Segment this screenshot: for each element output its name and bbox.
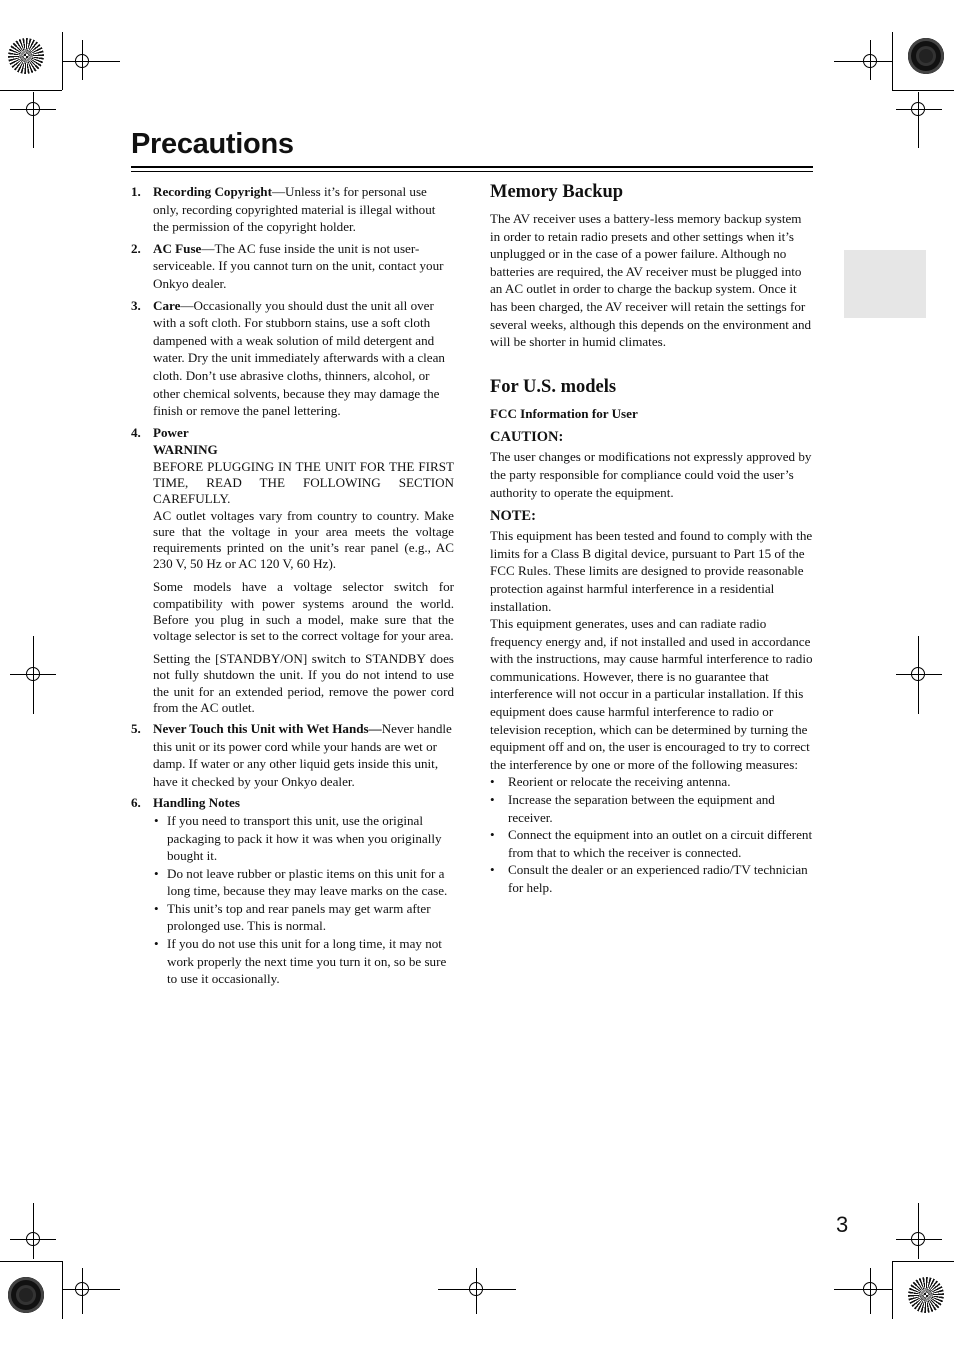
handling-notes-list (153, 812, 454, 988)
right-column (490, 180, 814, 897)
list-item (131, 720, 454, 790)
note-heading: NOTE: (490, 508, 536, 525)
crosshair-line (918, 636, 919, 714)
item-number: 5. (131, 720, 141, 736)
fcc-measures-list (490, 773, 814, 896)
list-item (131, 424, 454, 716)
item-lead: Handling Notes (153, 795, 240, 811)
bullet-item: • Consult the dealer or an experienced radio/TV technician for help. (490, 862, 808, 895)
item-number: 3. (131, 297, 141, 313)
warning-caps: BEFORE PLUGGING IN THE UNIT FOR THE FIRST TIME, READ THE FOLLOWING SECTION CAREFULLY. (153, 458, 454, 507)
crosshair-line (82, 40, 83, 80)
crosshair-line (476, 1268, 477, 1314)
crosshair-line (918, 92, 919, 148)
crop-line (892, 32, 893, 90)
crosshair-line (870, 40, 871, 80)
crosshair-line (62, 1289, 120, 1290)
crosshair-line (896, 1239, 942, 1240)
title-rule (131, 166, 813, 168)
crosshair-line (33, 92, 34, 148)
crosshair-line (896, 109, 942, 110)
power-paragraph: Setting the [STANDBY/ON] switch to STANDBY does not fully shutdown the unit. If you do not intend to use the unit for an extended period, remove the power cord from the AC outlet. (153, 651, 454, 715)
list-item (131, 240, 454, 293)
bullet-item: • Increase the separation between the equipment and receiver. (490, 792, 775, 825)
item-text: —Unless it’s for personal use only, recording copyrighted material is illegal without the permission of the copyright holder. (153, 184, 436, 235)
note-paragraph: This equipment has been tested and found to comply with the limits for a Class B digital device, pursuant to Part 15 of the FCC Rules. These limits are designed to provide reasonable protection against harmful interference in a residential installation. (490, 528, 813, 614)
left-column (131, 183, 454, 992)
note-paragraph: This equipment generates, uses and can radiate radio frequency energy and, if not installed and used in accordance with the instructions, may cause harmful interference to radio communications. However, there is no guarantee that interference will not occur in a particular installation. If this equipment does cause harmful interference to radio or television reception, which can be determined by turning the equipment off and on, the user is encouraged to try to correct the interference by one or more of the following measures: (490, 616, 813, 772)
crosshair-line (870, 1268, 871, 1314)
crop-line (62, 1261, 63, 1319)
registration-wheel-bottom-right (908, 1277, 944, 1313)
page-number: 3 (836, 1212, 849, 1237)
crop-line (892, 1261, 954, 1262)
section-tab (844, 250, 926, 318)
item-number: 2. (131, 240, 141, 256)
crosshair-line (62, 61, 120, 62)
list-item (131, 794, 454, 988)
item-lead: AC Fuse (153, 240, 202, 256)
item-lead: Never Touch this Unit with Wet Hands— (153, 720, 382, 736)
item-text: Never handle this unit or its power cord while your hands are wet or damp. If water or any other liquid gets inside this unit, have it checked by your Onkyo dealer. (153, 720, 452, 789)
crosshair-line (33, 1203, 34, 1259)
bullet-item: • Do not leave rubber or plastic items on this unit for a long time, because they may leave marks on the case. (154, 865, 448, 899)
item-number: 4. (131, 424, 141, 440)
item-lead: Recording Copyright (153, 184, 272, 199)
bullet-item: • If you need to transport this unit, use the original packaging to pack it how it was when you originally bought it. (154, 812, 442, 864)
item-number: 1. (131, 184, 141, 199)
power-paragraph: Some models have a voltage selector switch for compatibility with power systems around the world. Before you plug in such a model, make sure that the voltage selector is set to the correct voltage for your area. (153, 579, 454, 643)
crosshair-line (33, 636, 34, 714)
item-lead: Care (153, 297, 181, 313)
warning-heading: WARNING (153, 442, 218, 458)
list-item (131, 297, 454, 420)
crosshair-line (918, 1203, 919, 1259)
caution-text: The user changes or modifications not expressly approved by the party responsible for compliance could void the user’s authority to operate the equipment. (490, 449, 812, 500)
title-rule (131, 171, 813, 172)
page-title: Precautions (131, 128, 294, 160)
crosshair-line (834, 1289, 892, 1290)
crosshair-line (834, 61, 892, 62)
bullet-item: • Reorient or relocate the receiving antenna. (490, 774, 731, 790)
bullet-item: • This unit’s top and rear panels may get warm after prolonged use. This is normal. (154, 900, 431, 934)
list-item (131, 183, 454, 236)
crop-line (892, 90, 954, 91)
registration-wheel-bottom-left (8, 1277, 44, 1313)
caution-heading: CAUTION: (490, 429, 564, 446)
crosshair-line (438, 1289, 516, 1290)
crosshair-line (82, 1268, 83, 1314)
fcc-subheading: FCC Information for User (490, 405, 638, 421)
bullet-item: • Connect the equipment into an outlet on a circuit different from that to which the receiver is connected. (490, 827, 813, 860)
item-text: —Occasionally you should dust the unit all over with a soft cloth. For stubborn stains, use a soft cloth dampened with a weak solution of mild detergent and water. Dry the unit immediately afterwards with a clean cloth. Don’t use abrasive cloths, thinners, alcohol, or other chemical solvents, because they may damage the finish or remove the panel lettering. (153, 297, 445, 419)
power-paragraph: AC outlet voltages vary from country to country. Make sure that the voltage in your area meets the voltage requirements printed on the unit’s rear panel (e.g., AC 230 V, 50 Hz or AC 120 V, 60 Hz). (153, 507, 454, 572)
crop-line (892, 1261, 893, 1319)
crop-line (0, 90, 62, 91)
crop-line (0, 1261, 62, 1262)
precautions-list (131, 183, 454, 988)
registration-wheel-top-right (908, 38, 944, 74)
registration-wheel-top-left (8, 38, 44, 74)
memory-backup-heading: Memory Backup (490, 182, 624, 202)
bullet-item: • If you do not use this unit for a long time, it may not work properly the next time you turn it on, so be sure to use it occasionally. (154, 936, 447, 987)
item-number: 6. (131, 795, 141, 811)
crosshair-line (896, 674, 942, 675)
us-models-heading: For U.S. models (490, 376, 617, 397)
item-lead: Power (153, 424, 189, 440)
memory-backup-text: The AV receiver uses a battery-less memory backup system in order to retain radio presets and other settings when it’s unplugged or in the case of a power failure. Although no batteries are required, the AV receiver must be plugged into an AC outlet in order to charge the backup system. Once it has been charged, the AV receiver will retain the settings for several weeks, although this depends on the environment and will be shorter in humid climates. (490, 211, 812, 350)
item-text: —The AC fuse inside the unit is not user-serviceable. If you cannot turn on the unit, contact your Onkyo dealer. (153, 240, 444, 291)
